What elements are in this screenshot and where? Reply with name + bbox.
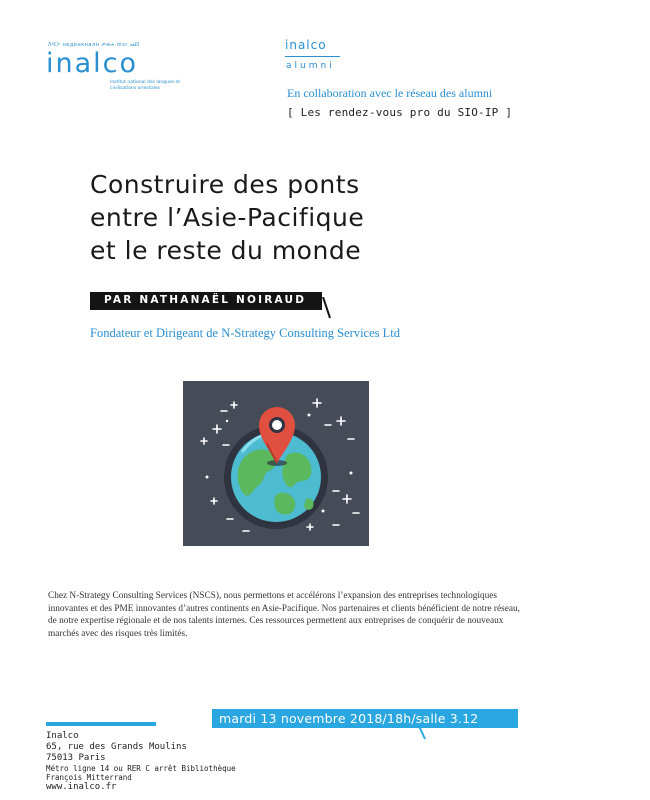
event-date: mardi 13 novembre 2018/18h/salle 3.12 bbox=[219, 711, 479, 726]
inalco-logo-scripts: ᐱᐊᐳ неденкналн ጦወሐ ភាស ﺍﻟﻠﻐﺔ bbox=[48, 42, 140, 48]
collaboration-note: En collaboration avec le réseau des alumni bbox=[287, 86, 493, 100]
title-line-3: et le reste du monde bbox=[90, 236, 362, 265]
series-label: [ Les rendez-vous pro du SIO-IP ] bbox=[287, 106, 513, 119]
globe-with-location-pin-icon bbox=[183, 381, 369, 546]
venue-transport-1: Métro ligne 14 ou RER C arrêt Bibliothèque bbox=[46, 764, 236, 773]
venue-city: 75013 Paris bbox=[46, 753, 106, 763]
venue-street: 65, rue des Grands Moulins bbox=[46, 742, 187, 752]
venue-address bbox=[46, 731, 236, 793]
description-paragraph: Chez N-Strategy Consulting Services (NSCS), nous permettons et accélérons l’expansion des entreprises technologiques innovantes et des PME innovantes d’autres continents en Asie-Pacifique. Nos partenaires et clients bénéficient de notre réseau, de notre expertise régionale et de nos talents internes. Ces ressources permettent aux entreprises de conquérir de nouveaux marchés avec des risques très limités. bbox=[48, 591, 520, 639]
alumni-logo-top: inalco bbox=[285, 38, 327, 52]
address-accent-line bbox=[46, 722, 156, 726]
inalco-logo: inalco bbox=[46, 48, 139, 79]
title-line-1: Construire des ponts bbox=[90, 170, 360, 199]
author-banner-tick bbox=[322, 297, 332, 319]
inalco-logo-tagline: Institut national des langues et civilisations orientales bbox=[110, 80, 181, 91]
venue-transport-2: François Mitterrand bbox=[46, 773, 132, 782]
alumni-logo-divider bbox=[285, 56, 340, 57]
page-title bbox=[90, 168, 510, 267]
website-link[interactable]: www.inalco.fr bbox=[46, 782, 117, 792]
author-role: Fondateur et Dirigeant de N-Strategy Consulting Services Ltd bbox=[90, 326, 401, 340]
event-date-tick bbox=[418, 726, 428, 740]
author-name: PAR NATHANAËL NOIRAUD bbox=[104, 294, 307, 306]
alumni-logo-bottom: alumni bbox=[286, 61, 335, 71]
title-line-2: entre l’Asie-Pacifique bbox=[90, 203, 365, 232]
globe-illustration bbox=[183, 381, 369, 546]
venue-name: Inalco bbox=[46, 731, 79, 741]
